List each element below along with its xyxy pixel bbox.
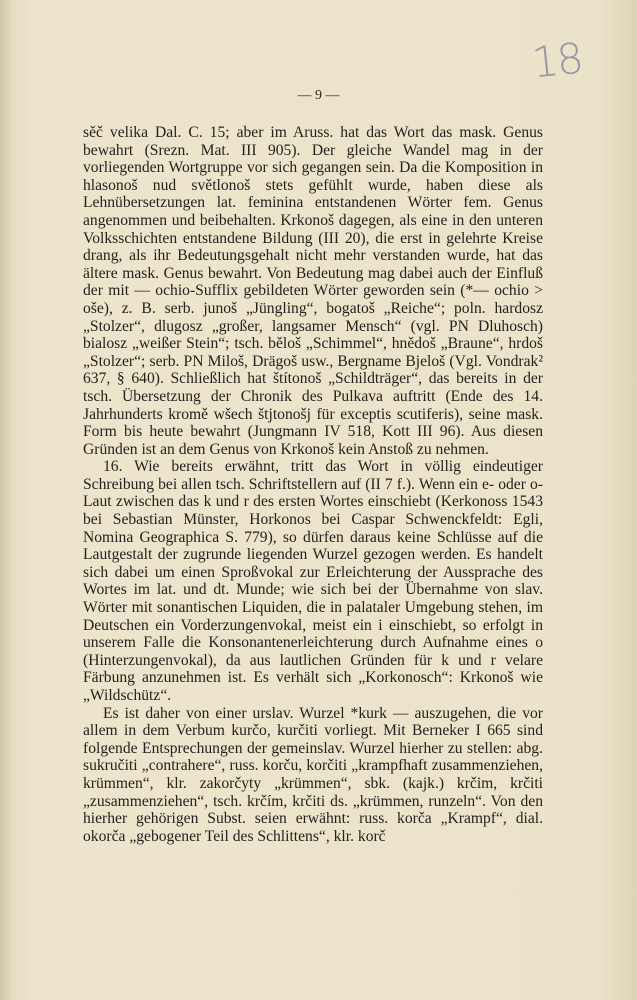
paragraph-1: sěč velika Dal. C. 15; aber im Aruss. hat das Wort das mask. Genus bewahrt (Srezn. Mat. III 905). Der gleiche Wandel mag in der vorliegenden Wortgruppe vor sich gegangen sein. Da die Komposition in hlasonoš nud světlonoš stets gefühlt wurde, haben diese als Lehnübersetzungen lat. feminina entstandenen Wörter fem. Genus angenommen und beibehalten. Krkonoš dagegen, als eine in den unteren Volksschichten entstandene Bildung (III 20), die erst in gelehrte Kreise drang, als ihr Bedeutungsgehalt nicht mehr verstanden wurde, hat das ältere mask. Genus bewahrt. Von Bedeutung mag dabei auch der Einfluß der mit — ochio-Sufflix gebildeten Wörter geworden sein (*— ochio > oše), z. B. serb. junoš „Jüngling“, bogatoš „Reiche“; poln. hardosz „Stolzer“, dlugosz „großer, langsamer Mensch“ (vgl. PN Dluhosch) bialosz „weißer Stein“; tsch. běloš „Schimmel“, hnědoš „Braune“, hrdoš „Stolzer“; serb. PN Miloš, Drägoš usw., Bergname Bjeloš (Vgl. Vondrak² 637, § 640). Schließlich hat štítonoš „Schildträger“, das bereits in der tsch. Übersetzung der Chronik des Pulkava auftritt (Ende des 14. Jahrhunderts kromě wšech štjtonošj für exceptis scutiferis), seine mask. Form bis heute bewahrt (Jungmann IV 518, Kott III 96). Aus diesen Gründen ist an dem Genus von Krkonoš kein Anstoß zu nehmen. [83, 124, 543, 458]
paragraph-3: Es ist daher von einer urslav. Wurzel *kurk — auszugehen, die vor allem in dem Verbum kurčo, kurčiti vorliegt. Mit Berneker I 665 sind folgende Entsprechungen der gemeinslav. Wurzel hierher zu stellen: abg. sukručiti „contrahere“, russ. korču, korčiti „krampfhaft zusammenziehen, krümmen“, klr. zakorčyty „krümmen“, sbk. (kajk.) krčim, krčiti „zusammenziehen“, tsch. krčím, krčiti ds. „krümmen, runzeln“. Von den hierher gehörigen Subst. seien erwähnt: russ. korča „Krampf“, dial. okorča „gebogener Teil des Schlittens“, klr. korč [83, 704, 543, 845]
handwritten-folio-number: 18 [529, 33, 584, 88]
body-text [83, 124, 543, 845]
paragraph-2: 16. Wie bereits erwähnt, tritt das Wort in völlig eindeutiger Schreibung bei allen tsch. Schriftstellern auf (II 7 f.). Wenn ein e- oder o-Laut zwischen das k und r des ersten Wortes einschiebt (Kerkonoss 1543 bei Sebastian Münster, Horkonos bei Caspar Schwenckfeldt: Egli, Nomina Geographica S. 779), so dürfen daraus keine Schlüsse auf die Lautgestalt der zugrunde liegenden Wurzel gezogen werden. Es handelt sich dabei um einen Sproßvokal zur Erleichterung der Aussprache des Wortes im lat. und dt. Munde; wie sich bei der Übernahme von slav. Wörter mit sonantischen Liquiden, die in palataler Umgebung stehen, im Deutschen ein Vorderzungenvokal, meist ein i einschiebt, so erfolgt in unserem Falle die Konsonantenerleichterung durch Aufnahme eines o (Hinterzungenvokal), da aus lautlichen Gründen für k und r velare Färbung anzunehmen ist. Es verhält sich „Korkonosch“: Krkonoš wie „Wildschütz“. [83, 458, 543, 704]
page-number: — 9 — [297, 88, 340, 103]
